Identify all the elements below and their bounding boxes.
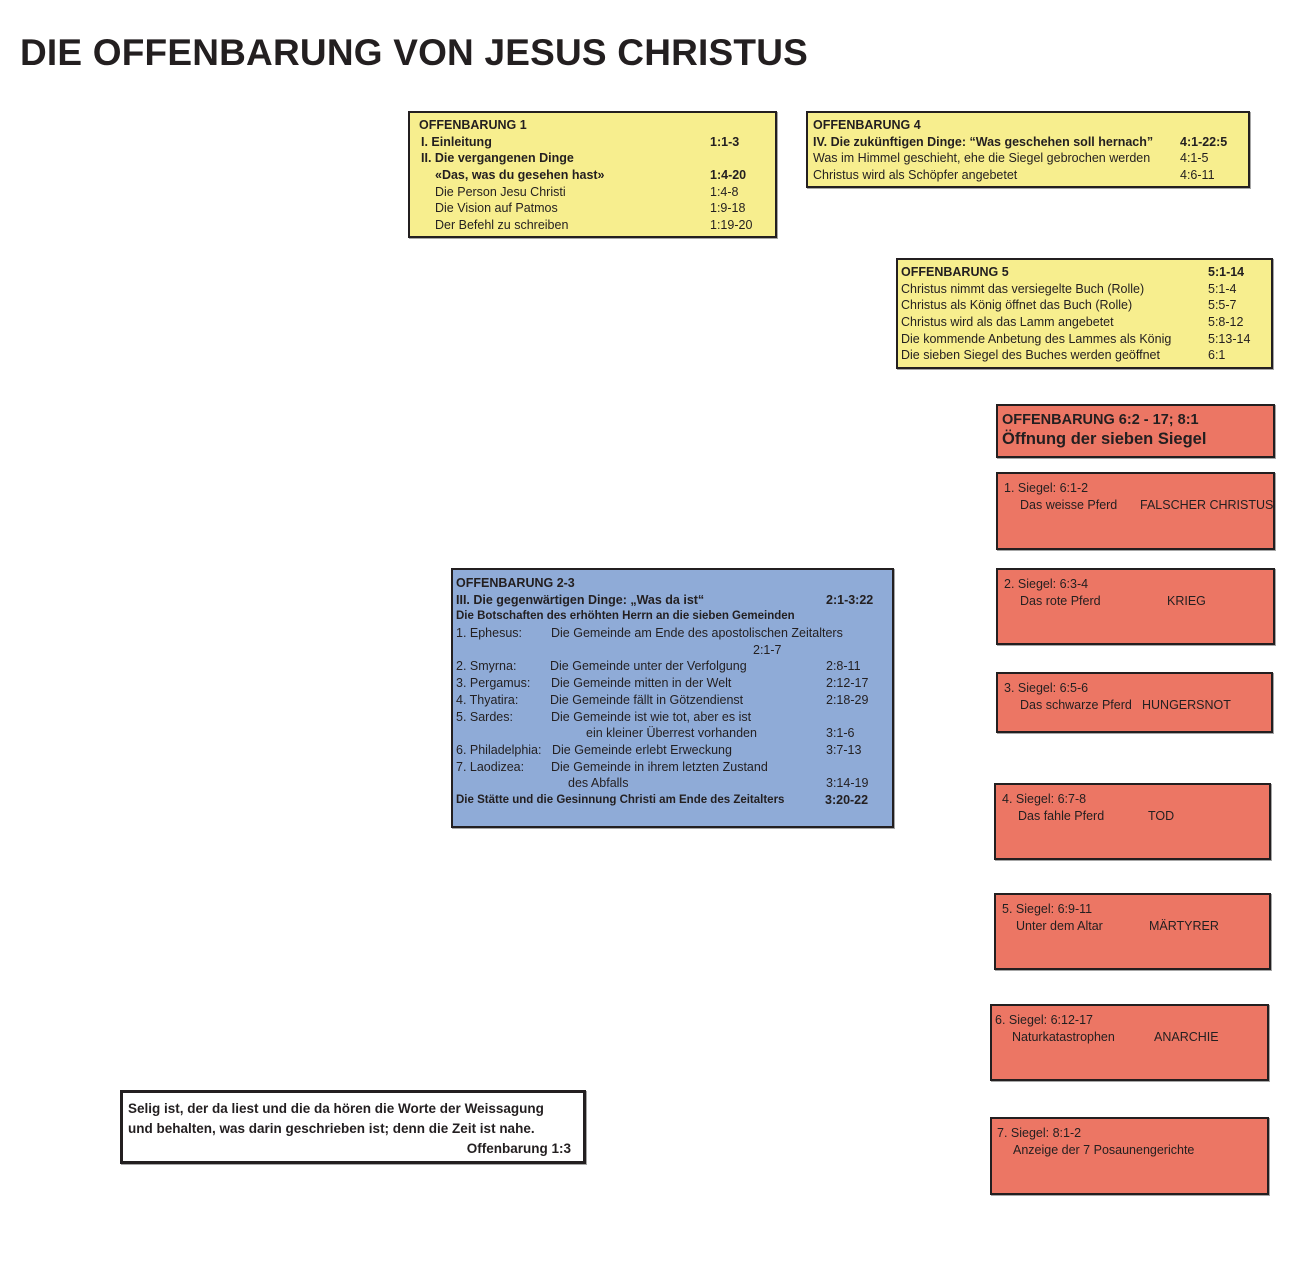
box-heading: OFFENBARUNG 5: [901, 265, 1009, 279]
row-ref: 3:20-22: [825, 792, 869, 807]
seal-tag: TOD: [1148, 809, 1175, 823]
box-heading: OFFENBARUNG 2-3: [456, 576, 575, 590]
quote-reference: Offenbarung 1:3: [466, 1141, 571, 1156]
row-ref: 6:1: [1208, 348, 1226, 363]
seals-header: [996, 404, 1275, 458]
box-offenbarung-5: [896, 258, 1273, 369]
row-text: Die sieben Siegel des Buches werden geöffnet: [901, 348, 1160, 363]
row-text: I. Einleitung: [421, 134, 492, 149]
seal-desc: Das fahle Pferd: [1018, 809, 1105, 823]
row-text: Christus als König öffnet das Buch (Rolle): [901, 298, 1133, 313]
church-name: 7. Laodizea:: [456, 759, 525, 774]
church-desc: Die Gemeinde in ihrem letzten Zustand: [551, 759, 768, 774]
seal-box-4: [994, 783, 1271, 860]
row-text: «Das, was du gesehen hast»: [435, 168, 605, 183]
row-text: Der Befehl zu schreiben: [435, 218, 569, 233]
church-name: 3. Pergamus:: [456, 676, 531, 691]
row-ref: 2:12-17: [826, 676, 869, 691]
seal-label: 2. Siegel: 6:3-4: [1004, 577, 1089, 591]
row-text: Christus nimmt das versiegelte Buch (Rolle): [901, 281, 1145, 296]
section-intro: Die Botschaften des erhöhten Herrn an die sieben Gemeinden: [456, 610, 795, 623]
church-desc: Die Gemeinde fällt in Götzendienst: [550, 692, 744, 707]
seal-tag: KRIEG: [1167, 594, 1206, 608]
seal-tag: FALSCHER CHRISTUS: [1140, 498, 1274, 512]
seal-box-6: [990, 1004, 1269, 1081]
row-text: Die Person Jesu Christi: [435, 184, 566, 199]
seal-desc: Anzeige der 7 Posaunengerichte: [1013, 1143, 1195, 1157]
section-subtitle: III. Die gegenwärtigen Dinge: „Was da ist“: [456, 592, 705, 607]
seals-header-line2: Öffnung der sieben Siegel: [1002, 430, 1207, 448]
seal-label: 4. Siegel: 6:7-8: [1002, 792, 1087, 806]
quote-line-1: Selig ist, der da liest und die da hören die Worte der Weissagung: [128, 1101, 544, 1116]
seal-label: 3. Siegel: 6:5-6: [1004, 681, 1089, 695]
row-text: IV. Die zukünftigen Dinge: “Was geschehen soll hernach”: [813, 134, 1154, 149]
seal-box-3: [996, 672, 1273, 733]
row-ref: 5:8-12: [1208, 315, 1244, 330]
church-desc: Die Gemeinde unter der Verfolgung: [550, 659, 747, 674]
row-ref: 1:1-3: [710, 134, 740, 149]
row-ref: 1:19-20: [710, 218, 753, 233]
box-offenbarung-2-3: [451, 568, 894, 828]
seals-header-line1: OFFENBARUNG 6:2 - 17; 8:1: [1002, 412, 1199, 428]
row-ref: 3:7-13: [826, 742, 862, 757]
church-name: 2. Smyrna:: [456, 659, 517, 674]
seal-desc: Naturkatastrophen: [1012, 1030, 1115, 1044]
row-ref: 5:1-4: [1208, 281, 1237, 296]
quote-box: [120, 1090, 586, 1164]
church-desc: Die Gemeinde erlebt Erweckung: [552, 742, 732, 757]
box-heading: OFFENBARUNG 1: [419, 118, 527, 132]
seal-box-7: [990, 1117, 1269, 1195]
church-name: 4. Thyatira:: [456, 692, 519, 707]
seal-box-1: [996, 472, 1275, 550]
seal-box-2: [996, 568, 1275, 645]
row-ref: 1:9-18: [710, 201, 746, 216]
seal-desc: Unter dem Altar: [1016, 919, 1103, 933]
row-text: Die kommende Anbetung des Lammes als König: [901, 331, 1172, 346]
section-footer: Die Stätte und die Gesinnung Christi am Ende des Zeitalters: [456, 793, 785, 806]
church-desc: Die Gemeinde ist wie tot, aber es ist: [551, 709, 752, 724]
seal-tag: ANARCHIE: [1154, 1030, 1219, 1044]
row-ref: 2:1-7: [753, 642, 782, 657]
seal-desc: Das rote Pferd: [1020, 594, 1101, 608]
seal-label: 7. Siegel: 8:1-2: [997, 1126, 1082, 1140]
box-offenbarung-4: [806, 111, 1250, 188]
row-ref: 5:5-7: [1208, 298, 1237, 313]
seal-label: 5. Siegel: 6:9-11: [1002, 902, 1093, 916]
church-desc: Die Gemeinde mitten in der Welt: [551, 676, 732, 691]
seal-label: 1. Siegel: 6:1-2: [1004, 481, 1089, 495]
church-name: 1. Ephesus:: [456, 626, 523, 641]
row-text: Christus wird als Schöpfer angebetet: [813, 168, 1018, 183]
church-name: 6. Philadelphia:: [456, 742, 542, 757]
row-ref: 3:1-6: [826, 726, 855, 741]
row-ref: 1:4-8: [710, 184, 739, 199]
quote-line-2: und behalten, was darin geschrieben ist; denn die Zeit ist nahe.: [128, 1121, 535, 1136]
row-ref: 5:13-14: [1208, 331, 1251, 346]
row-ref: 5:1-14: [1208, 265, 1245, 279]
seal-box-5: [994, 893, 1271, 970]
seal-tag: MÄRTYRER: [1149, 919, 1219, 933]
seal-desc: Das weisse Pferd: [1020, 498, 1118, 512]
row-ref: 3:14-19: [826, 776, 869, 791]
box-heading: OFFENBARUNG 4: [813, 118, 921, 132]
row-ref: 4:6-11: [1180, 168, 1215, 183]
box-offenbarung-1: [408, 111, 777, 238]
church-desc: des Abfalls: [568, 776, 629, 791]
church-name: 5. Sardes:: [456, 709, 513, 724]
church-desc: ein kleiner Überrest vorhanden: [586, 726, 757, 741]
row-ref: 2:8-11: [826, 659, 861, 674]
page-title: DIE OFFENBARUNG VON JESUS CHRISTUS: [20, 32, 808, 73]
row-text: Die Vision auf Patmos: [435, 201, 558, 216]
church-desc: Die Gemeinde am Ende des apostolischen Zeitalters: [551, 626, 843, 641]
row-text: Christus wird als das Lamm angebetet: [901, 315, 1114, 330]
row-text: II. Die vergangenen Dinge: [421, 151, 574, 166]
seal-desc: Das schwarze Pferd: [1020, 698, 1132, 712]
row-ref: 2:18-29: [826, 692, 869, 707]
row-ref: 4:1-5: [1180, 151, 1209, 166]
seal-tag: HUNGERSNOT: [1142, 698, 1231, 712]
row-text: Was im Himmel geschieht, ehe die Siegel gebrochen werden: [813, 151, 1151, 166]
seal-label: 6. Siegel: 6:12-17: [995, 1013, 1093, 1027]
row-ref: 4:1-22:5: [1180, 134, 1228, 149]
row-ref: 1:4-20: [710, 168, 747, 183]
row-ref: 2:1-3:22: [826, 592, 874, 607]
